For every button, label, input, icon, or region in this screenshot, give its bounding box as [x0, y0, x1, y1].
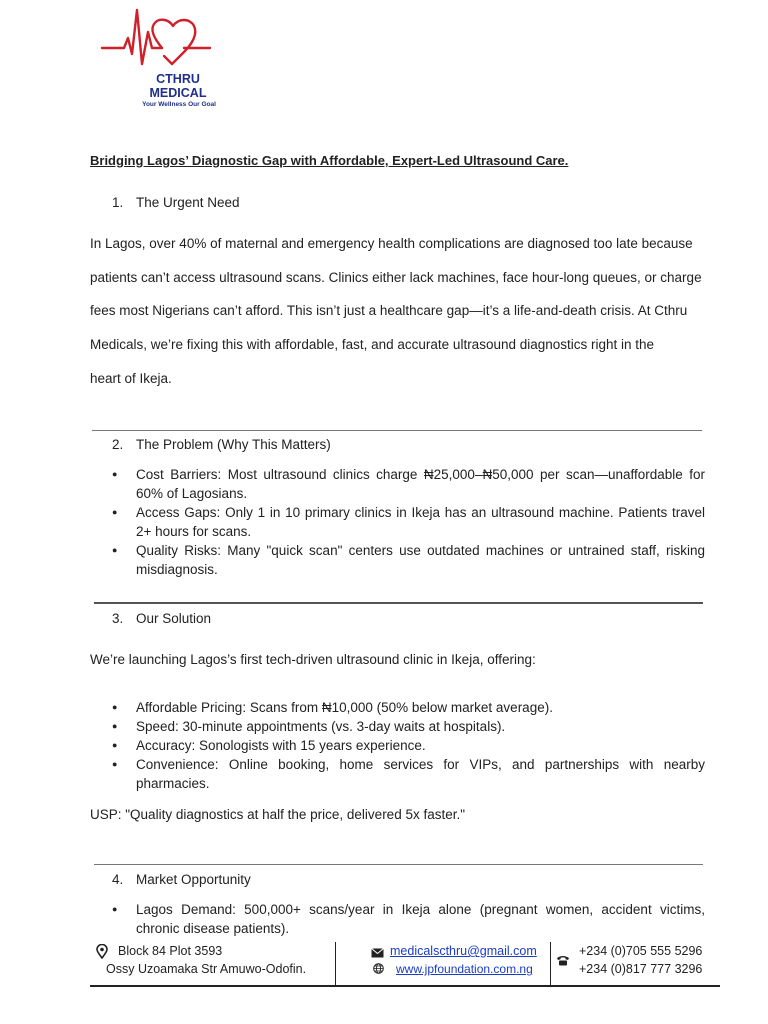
- section-divider: [94, 602, 703, 604]
- document-title: Bridging Lagos’ Diagnostic Gap with Affordable, Expert-Led Ultrasound Care.: [90, 153, 569, 168]
- location-pin-icon: [96, 944, 108, 959]
- section-number: 4.: [112, 872, 124, 887]
- section-4-heading: [112, 872, 251, 887]
- section-3-bullet-list: [112, 698, 705, 793]
- list-item: ● Lagos Demand: 500,000+ scans/year in Ikeja alone (pregnant women, accident victims, chronic disease patients).: [112, 900, 705, 938]
- brand-name-line1: CTHRU: [156, 72, 200, 86]
- list-item: ● Speed: 30-minute appointments (vs. 3-day waits at hospitals).: [112, 717, 705, 736]
- footer-address-line2: Ossy Uzoamaka Str Amuwo-Odofin.: [106, 962, 307, 976]
- section-1-line: patients can’t access ultrasound scans. Clinics either lack machines, face hour-long queues, or charge: [90, 270, 702, 285]
- list-item: ● Affordable Pricing: Scans from ₦10,000 (50% below market average).: [112, 698, 705, 717]
- list-item: ● Access Gaps: Only 1 in 10 primary clinics in Ikeja has an ultrasound machine. Patients travel 2+ hours for scans.: [112, 503, 705, 541]
- section-3-intro: We’re launching Lagos’s first tech-driven ultrasound clinic in Ikeja, offering:: [90, 652, 536, 667]
- section-2-bullet-list: [112, 465, 705, 579]
- section-1-line: In Lagos, over 40% of maternal and emergency health complications are diagnosed too late because: [90, 236, 693, 251]
- footer-phone-2: +234 (0)817 777 3296: [579, 962, 703, 976]
- footer-divider: [335, 942, 336, 985]
- list-item: ● Quality Risks: Many "quick scan" centers use outdated machines or untrained staff, risking misdiagnosis.: [112, 541, 705, 579]
- list-item: ● Accuracy: Sonologists with 15 years experience.: [112, 736, 705, 755]
- envelope-icon: [371, 948, 384, 958]
- section-number: 1.: [112, 195, 124, 210]
- footer-address-line1: Block 84 Plot 3593: [118, 944, 223, 958]
- section-heading-text: The Problem (Why This Matters): [136, 437, 331, 452]
- list-item: ● Convenience: Online booking, home services for VIPs, and partnerships with nearby pharmacies.: [112, 755, 705, 793]
- footer-divider: [550, 942, 551, 985]
- section-1-heading: [112, 195, 240, 210]
- section-divider: [94, 864, 703, 865]
- brand-name-line2: MEDICAL: [149, 86, 207, 100]
- footer-phone-1: +234 (0)705 555 5296: [579, 944, 703, 958]
- section-1-line: Medicals, we’re fixing this with affordable, fast, and accurate ultrasound diagnostics right in the: [90, 337, 655, 352]
- brand-tagline: Your Wellness Our Goal: [142, 101, 216, 108]
- section-4-bullet-list: [112, 900, 705, 938]
- globe-icon: [373, 963, 384, 974]
- telephone-icon: [556, 955, 570, 966]
- brand-name: [138, 72, 218, 100]
- section-2-heading: [112, 437, 331, 452]
- list-item: ● Cost Barriers: Most ultrasound clinics charge ₦25,000–₦50,000 per scan—unaffordable for 60% of Lagosians.: [112, 465, 705, 503]
- section-1-line: heart of Ikeja.: [90, 371, 172, 386]
- section-heading-text: Our Solution: [136, 611, 212, 626]
- footer-email-link[interactable]: medicalscthru@gmail.com: [390, 944, 537, 958]
- section-heading-text: Market Opportunity: [136, 872, 251, 887]
- usp-statement: USP: "Quality diagnostics at half the price, delivered 5x faster.": [90, 807, 466, 822]
- section-number: 3.: [112, 611, 124, 626]
- section-heading-text: The Urgent Need: [136, 195, 240, 210]
- section-number: 2.: [112, 437, 124, 452]
- footer-bottom-rule: [90, 985, 720, 987]
- footer-website-link[interactable]: www.jpfoundation.com.ng: [396, 962, 533, 976]
- section-1-line: fees most Nigerians can’t afford. This isn’t just a healthcare gap—it’s a life-and-death crisis. At Cthru: [90, 303, 688, 318]
- section-divider: [92, 430, 702, 431]
- section-3-heading: [112, 611, 211, 626]
